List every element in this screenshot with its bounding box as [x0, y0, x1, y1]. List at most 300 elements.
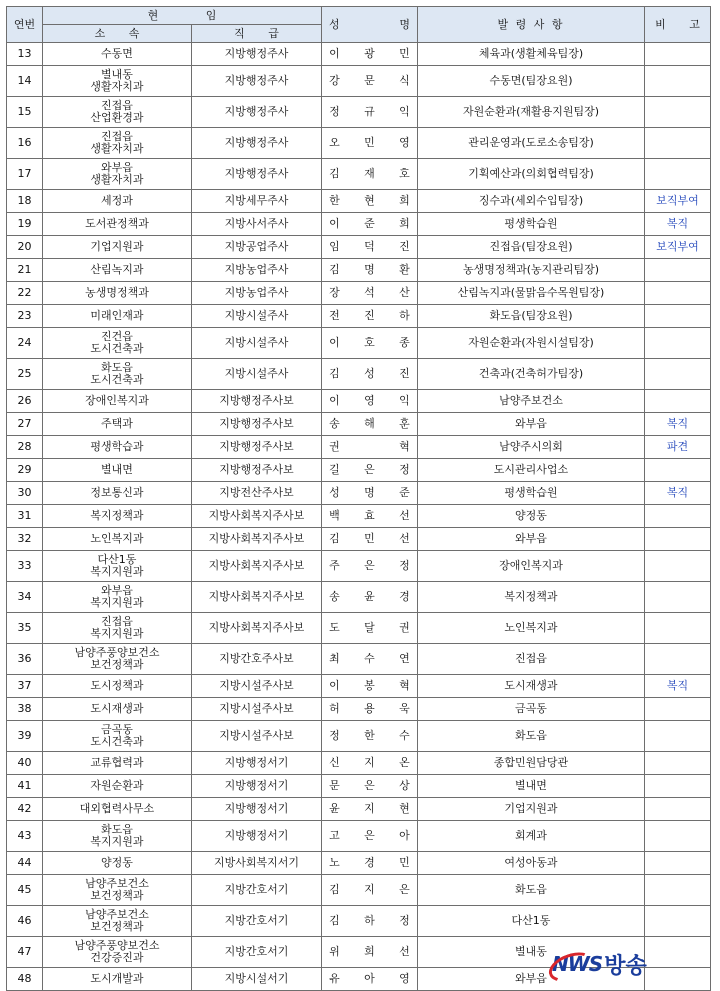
cell-serial: 30: [7, 482, 43, 505]
name-char: 수: [364, 652, 375, 665]
name-char: 아: [364, 972, 375, 985]
name-char: 경: [364, 856, 375, 869]
cell-appointment: 진접읍(팀장요원): [418, 236, 645, 259]
name-char: 익: [399, 394, 410, 407]
cell-appointment: 복지정책과: [418, 582, 645, 613]
cell-remarks: [645, 752, 711, 775]
name-char: 한: [329, 194, 340, 207]
cell-rank: 지방사서주사: [192, 213, 322, 236]
name-chars: [322, 946, 417, 958]
name-char: 덕: [364, 240, 375, 253]
cell-department: 진건읍 도시건축과: [43, 328, 192, 359]
cell-name: [322, 390, 418, 413]
table-row: [7, 282, 711, 305]
cell-appointment: 종합민원담당관: [418, 752, 645, 775]
table-row: [7, 436, 711, 459]
cell-department: 도서관정책과: [43, 213, 192, 236]
cell-name: [322, 875, 418, 906]
cell-serial: 46: [7, 906, 43, 937]
name-char: 연: [399, 652, 410, 665]
cell-name: [322, 721, 418, 752]
name-char: 혁: [399, 440, 410, 453]
name-char: 달: [364, 621, 375, 634]
name-chars: [322, 368, 417, 380]
cell-department: 노인복지과: [43, 528, 192, 551]
name-char: 준: [364, 217, 375, 230]
cell-rank: 지방사회복지주사보: [192, 582, 322, 613]
cell-appointment: 징수과(세외수입팀장): [418, 190, 645, 213]
cell-rank: 지방행정주사보: [192, 390, 322, 413]
cell-remarks: 복직: [645, 675, 711, 698]
cell-name: [322, 852, 418, 875]
name-char: 정: [399, 463, 410, 476]
cell-remarks: [645, 528, 711, 551]
cell-serial: 13: [7, 43, 43, 66]
cell-department: 산림녹지과: [43, 259, 192, 282]
table-row: [7, 413, 711, 436]
name-chars: [322, 884, 417, 896]
name-char: 은: [364, 559, 375, 572]
name-char: 선: [399, 945, 410, 958]
cell-department: 별내동 생활자치과: [43, 66, 192, 97]
cell-serial: 20: [7, 236, 43, 259]
personnel-order-sheet: [6, 6, 710, 991]
cell-rank: 지방시설주사보: [192, 675, 322, 698]
header-name-surname: 성: [329, 17, 340, 31]
cell-remarks: [645, 721, 711, 752]
cell-remarks: [645, 505, 711, 528]
header-department: [43, 25, 192, 43]
table-row: [7, 128, 711, 159]
name-char: 진: [364, 309, 375, 322]
table-row: [7, 459, 711, 482]
cell-department: 농생명정책과: [43, 282, 192, 305]
name-char: 민: [364, 136, 375, 149]
name-chars: [322, 137, 417, 149]
cell-serial: 22: [7, 282, 43, 305]
name-char: 지: [364, 883, 375, 896]
cell-department: 남양주보건소 보건정책과: [43, 875, 192, 906]
header-name-given: 명: [399, 17, 410, 31]
name-char: 고: [329, 829, 340, 842]
name-char: 한: [364, 729, 375, 742]
header-rank: [192, 25, 322, 43]
cell-name: [322, 821, 418, 852]
cell-appointment: 노인복지과: [418, 613, 645, 644]
cell-appointment: 여성아동과: [418, 852, 645, 875]
header-appointment-label: 발 령 사 항: [497, 17, 565, 31]
name-char: 전: [329, 309, 340, 322]
cell-appointment: 농생명정책과(농지관리팀장): [418, 259, 645, 282]
cell-serial: 44: [7, 852, 43, 875]
cell-rank: 지방시설주사: [192, 305, 322, 328]
name-char: 하: [399, 309, 410, 322]
cell-serial: 25: [7, 359, 43, 390]
name-char: 성: [364, 367, 375, 380]
cell-department: 도시개발과: [43, 968, 192, 991]
name-char: 진: [399, 240, 410, 253]
name-char: 지: [364, 756, 375, 769]
cell-remarks: [645, 128, 711, 159]
name-char: 환: [399, 263, 410, 276]
name-char: 민: [399, 856, 410, 869]
name-char: 진: [399, 367, 410, 380]
cell-remarks: [645, 43, 711, 66]
name-char: 장: [329, 286, 340, 299]
name-char: 윤: [329, 802, 340, 815]
header-current-post-label: 현 임: [147, 8, 239, 22]
name-char: 재: [364, 167, 375, 180]
name-char: 민: [364, 532, 375, 545]
name-char: 하: [364, 914, 375, 927]
cell-appointment: 관리운영과(도로소송팀장): [418, 128, 645, 159]
name-char: 해: [364, 417, 375, 430]
cell-remarks: [645, 459, 711, 482]
cell-name: [322, 128, 418, 159]
cell-remarks: [645, 390, 711, 413]
name-char: 희: [399, 194, 410, 207]
cell-rank: 지방사회복지서기: [192, 852, 322, 875]
name-char: 김: [329, 883, 340, 896]
cell-rank: 지방시설주사: [192, 359, 322, 390]
cell-serial: 18: [7, 190, 43, 213]
cell-rank: 지방행정서기: [192, 798, 322, 821]
name-chars: [322, 441, 417, 453]
name-char: 은: [399, 883, 410, 896]
table-row: [7, 775, 711, 798]
cell-name: [322, 213, 418, 236]
cell-rank: 지방행정서기: [192, 775, 322, 798]
name-char: 성: [329, 486, 340, 499]
name-char: 희: [364, 945, 375, 958]
cell-rank: 지방시설주사보: [192, 721, 322, 752]
name-char: 김: [329, 367, 340, 380]
cell-department: 대외협력사무소: [43, 798, 192, 821]
name-char: 김: [329, 263, 340, 276]
cell-appointment: 산림녹지과(물맑음수목원팀장): [418, 282, 645, 305]
name-char: 상: [399, 779, 410, 792]
cell-appointment: 와부읍: [418, 413, 645, 436]
name-char: 도: [329, 621, 340, 634]
cell-appointment: 와부읍: [418, 528, 645, 551]
table-row: [7, 644, 711, 675]
cell-serial: 16: [7, 128, 43, 159]
name-char: 강: [329, 74, 340, 87]
name-char: 이: [329, 336, 340, 349]
name-char: 혁: [399, 679, 410, 692]
cell-remarks: 보직부여: [645, 190, 711, 213]
cell-appointment: 체육과(생활체육팀장): [418, 43, 645, 66]
table-row: [7, 159, 711, 190]
cell-remarks: [645, 551, 711, 582]
table-row: [7, 482, 711, 505]
cell-serial: 33: [7, 551, 43, 582]
cell-serial: 27: [7, 413, 43, 436]
name-char: 은: [364, 829, 375, 842]
cell-name: [322, 906, 418, 937]
table-row: [7, 97, 711, 128]
cell-remarks: [645, 798, 711, 821]
cell-remarks: 복직: [645, 413, 711, 436]
name-char: 호: [399, 167, 410, 180]
cell-rank: 지방행정주사: [192, 128, 322, 159]
cell-department: 진접읍 산업환경과: [43, 97, 192, 128]
name-char: 명: [364, 486, 375, 499]
name-char: 김: [329, 914, 340, 927]
cell-appointment: 화도읍(팀장요원): [418, 305, 645, 328]
name-char: 은: [364, 463, 375, 476]
cell-remarks: 보직부여: [645, 236, 711, 259]
cell-rank: 지방세무주사: [192, 190, 322, 213]
name-chars: [322, 857, 417, 869]
cell-serial: 40: [7, 752, 43, 775]
cell-serial: 21: [7, 259, 43, 282]
name-char: 권: [329, 440, 340, 453]
cell-appointment: 도시관리사업소: [418, 459, 645, 482]
cell-department: 진접읍 생활자치과: [43, 128, 192, 159]
table-row: [7, 528, 711, 551]
cell-name: [322, 190, 418, 213]
cell-appointment: 기획예산과(의회협력팀장): [418, 159, 645, 190]
name-chars: [322, 560, 417, 572]
name-chars: [322, 395, 417, 407]
cell-serial: 28: [7, 436, 43, 459]
name-char: 용: [364, 702, 375, 715]
cell-serial: 43: [7, 821, 43, 852]
cell-appointment: 평생학습원: [418, 213, 645, 236]
cell-rank: 지방행정주사보: [192, 413, 322, 436]
header-rank-label: 직 급: [234, 26, 289, 40]
name-char: 호: [364, 336, 375, 349]
cell-remarks: [645, 259, 711, 282]
cell-rank: 지방간호서기: [192, 937, 322, 968]
cell-rank: 지방행정서기: [192, 752, 322, 775]
name-chars: [322, 780, 417, 792]
name-char: 산: [399, 286, 410, 299]
cell-name: [322, 259, 418, 282]
name-char: 임: [329, 240, 340, 253]
nws-broadcast-logo: [552, 950, 664, 978]
cell-serial: 26: [7, 390, 43, 413]
header-name-label: [322, 19, 417, 31]
cell-serial: 37: [7, 675, 43, 698]
cell-remarks: [645, 875, 711, 906]
cell-name: [322, 582, 418, 613]
cell-department: 교류협력과: [43, 752, 192, 775]
cell-remarks: [645, 66, 711, 97]
name-chars: [322, 533, 417, 545]
name-char: 온: [399, 756, 410, 769]
cell-name: [322, 436, 418, 459]
cell-rank: 지방행정서기: [192, 821, 322, 852]
name-chars: [322, 75, 417, 87]
name-char: 길: [329, 463, 340, 476]
table-row: [7, 875, 711, 906]
name-chars: [322, 310, 417, 322]
cell-department: 화도읍 도시건축과: [43, 359, 192, 390]
cell-remarks: [645, 906, 711, 937]
cell-serial: 42: [7, 798, 43, 821]
table-row: [7, 390, 711, 413]
cell-rank: 지방전산주사보: [192, 482, 322, 505]
name-char: 석: [364, 286, 375, 299]
name-char: 광: [364, 47, 375, 60]
name-char: 허: [329, 702, 340, 715]
cell-name: [322, 675, 418, 698]
name-char: [364, 441, 375, 453]
cell-remarks: [645, 644, 711, 675]
name-char: 정: [329, 729, 340, 742]
name-chars: [322, 106, 417, 118]
cell-department: 다산1동 복지지원과: [43, 551, 192, 582]
cell-rank: 지방시설주사보: [192, 698, 322, 721]
cell-rank: 지방시설주사: [192, 328, 322, 359]
cell-department: 와부읍 복지지원과: [43, 582, 192, 613]
cell-rank: 지방간호서기: [192, 906, 322, 937]
cell-appointment: 평생학습원: [418, 482, 645, 505]
cell-rank: 지방공업주사: [192, 236, 322, 259]
cell-name: [322, 413, 418, 436]
cell-remarks: [645, 582, 711, 613]
cell-name: [322, 282, 418, 305]
name-char: 이: [329, 47, 340, 60]
cell-department: 평생학습과: [43, 436, 192, 459]
cell-serial: 39: [7, 721, 43, 752]
cell-department: 세정과: [43, 190, 192, 213]
cell-department: 미래인재과: [43, 305, 192, 328]
cell-name: [322, 359, 418, 390]
cell-remarks: [645, 775, 711, 798]
cell-serial: 38: [7, 698, 43, 721]
table-row: [7, 66, 711, 97]
cell-name: [322, 528, 418, 551]
name-char: 민: [399, 47, 410, 60]
name-char: 문: [364, 74, 375, 87]
cell-name: [322, 328, 418, 359]
cell-serial: 23: [7, 305, 43, 328]
name-chars: [322, 287, 417, 299]
cell-name: [322, 698, 418, 721]
cell-department: 도시재생과: [43, 698, 192, 721]
name-char: 현: [399, 802, 410, 815]
cell-appointment: 진접읍: [418, 644, 645, 675]
cell-appointment: 다산1동: [418, 906, 645, 937]
cell-department: 수동면: [43, 43, 192, 66]
name-chars: [322, 464, 417, 476]
name-chars: [322, 803, 417, 815]
cell-name: [322, 459, 418, 482]
cell-name: [322, 66, 418, 97]
cell-appointment: 남양주시의회: [418, 436, 645, 459]
cell-department: 복지정책과: [43, 505, 192, 528]
name-char: 식: [399, 74, 410, 87]
table-row: [7, 213, 711, 236]
cell-rank: 지방간호주사보: [192, 644, 322, 675]
table-row: [7, 798, 711, 821]
name-chars: [322, 830, 417, 842]
name-char: 훈: [399, 417, 410, 430]
cell-appointment: 와부읍: [418, 968, 645, 991]
name-char: 정: [399, 914, 410, 927]
name-char: 위: [329, 945, 340, 958]
cell-name: [322, 968, 418, 991]
cell-serial: 14: [7, 66, 43, 97]
name-chars: [322, 48, 417, 60]
cell-appointment: 화도읍: [418, 721, 645, 752]
table-body: [7, 43, 711, 991]
cell-serial: 48: [7, 968, 43, 991]
cell-remarks: [645, 305, 711, 328]
cell-rank: 지방농업주사: [192, 259, 322, 282]
cell-serial: 15: [7, 97, 43, 128]
header-serial: 연번: [7, 7, 43, 43]
name-char: 정: [399, 559, 410, 572]
cell-department: 남양주풍양보건소 보건정책과: [43, 644, 192, 675]
name-chars: [322, 418, 417, 430]
name-chars: [322, 680, 417, 692]
name-chars: [322, 757, 417, 769]
cell-serial: 35: [7, 613, 43, 644]
name-char: 효: [364, 509, 375, 522]
name-char: 현: [364, 194, 375, 207]
cell-name: [322, 644, 418, 675]
name-char: 영: [364, 394, 375, 407]
name-char: 희: [399, 217, 410, 230]
cell-rank: 지방사회복지주사보: [192, 528, 322, 551]
name-char: 아: [399, 829, 410, 842]
name-char: 주: [329, 559, 340, 572]
table-row: [7, 906, 711, 937]
cell-department: 장애인복지과: [43, 390, 192, 413]
cell-appointment: 도시재생과: [418, 675, 645, 698]
name-chars: [322, 622, 417, 634]
cell-rank: 지방행정주사: [192, 43, 322, 66]
name-char: 노: [329, 856, 340, 869]
name-char: 송: [329, 590, 340, 603]
cell-serial: 19: [7, 213, 43, 236]
cell-name: [322, 97, 418, 128]
table-row: [7, 721, 711, 752]
cell-serial: 31: [7, 505, 43, 528]
name-char: 봉: [364, 679, 375, 692]
cell-serial: 24: [7, 328, 43, 359]
cell-appointment: 별내동: [418, 937, 645, 968]
table-row: [7, 698, 711, 721]
cell-department: 금곡동 도시건축과: [43, 721, 192, 752]
cell-remarks: [645, 328, 711, 359]
name-char: 규: [364, 105, 375, 118]
table-row: [7, 505, 711, 528]
cell-remarks: 파견: [645, 436, 711, 459]
cell-rank: 지방사회복지주사보: [192, 613, 322, 644]
name-char: 문: [329, 779, 340, 792]
name-char: 준: [399, 486, 410, 499]
name-char: 유: [329, 972, 340, 985]
cell-department: 정보통신과: [43, 482, 192, 505]
table-row: [7, 821, 711, 852]
name-char: 영: [399, 972, 410, 985]
table-row: [7, 582, 711, 613]
cell-serial: 29: [7, 459, 43, 482]
cell-name: [322, 505, 418, 528]
name-char: 신: [329, 756, 340, 769]
cell-name: [322, 236, 418, 259]
table-row: [7, 752, 711, 775]
cell-department: 기업지원과: [43, 236, 192, 259]
cell-name: [322, 613, 418, 644]
table-row: [7, 43, 711, 66]
cell-appointment: 기업지원과: [418, 798, 645, 821]
